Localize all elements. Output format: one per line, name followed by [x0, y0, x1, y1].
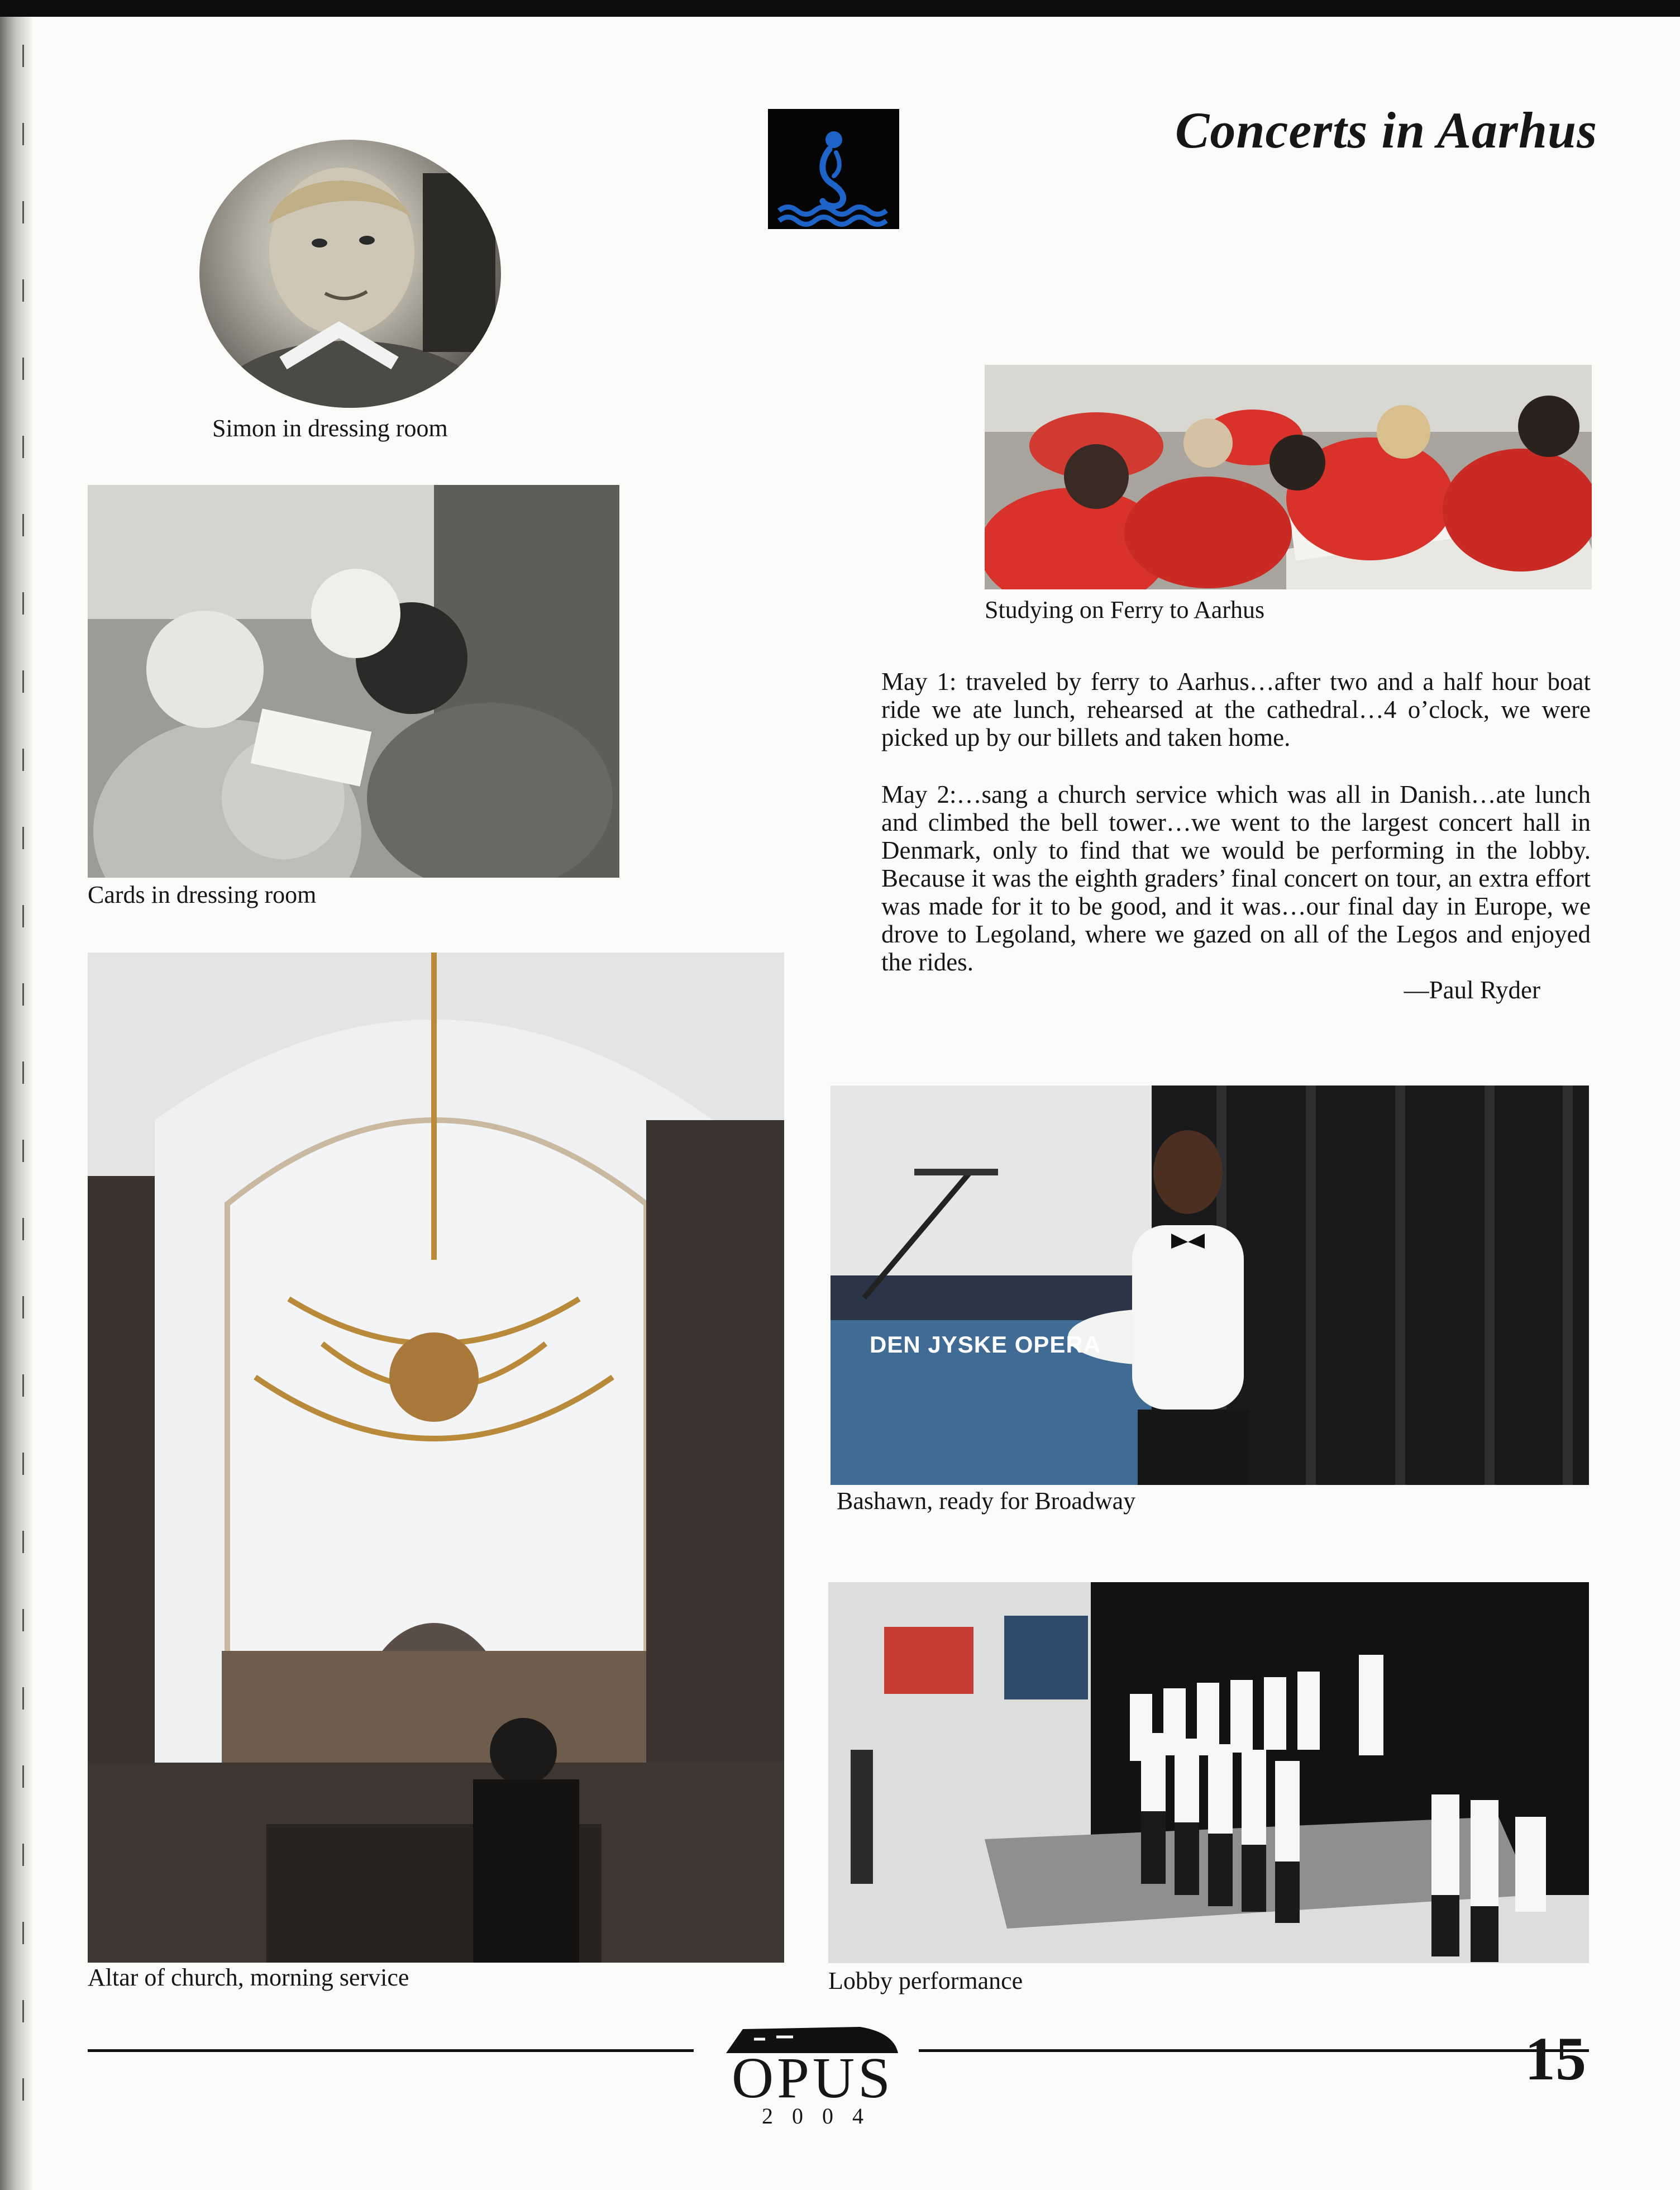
publication-name: OPUS: [732, 2046, 894, 2110]
caption-altar: Altar of church, morning service: [88, 1964, 409, 1991]
publication-year: 2004: [762, 2103, 882, 2129]
photo-simon: [199, 140, 501, 408]
scan-top-edge: [0, 0, 1680, 17]
photo-ferry: [985, 365, 1592, 589]
caption-bashawn: Bashawn, ready for Broadway: [837, 1487, 1136, 1515]
caption-lobby: Lobby performance: [828, 1967, 1023, 1994]
caption-ferry: Studying on Ferry to Aarhus: [985, 596, 1265, 623]
photo-bashawn: [831, 1086, 1589, 1485]
caption-cards: Cards in dressing room: [88, 881, 317, 908]
page-number: 15: [1525, 2025, 1586, 2093]
photo-altar: [88, 953, 784, 1963]
opus-logo: [720, 2022, 905, 2127]
article-body: [881, 668, 1591, 1004]
photo-lobby: [828, 1582, 1589, 1963]
opera-sign: DEN JYSKE OPERA: [870, 1331, 1101, 1358]
binding-gutter: [0, 17, 34, 2190]
mermaid-logo: [768, 109, 899, 229]
article-signature: —Paul Ryder: [1404, 976, 1540, 1004]
footer-rule-right: [919, 2049, 1589, 2052]
page-title: Concerts in Aarhus: [1175, 102, 1597, 159]
footer-rule-left: [88, 2049, 694, 2052]
article-paragraph-1: May 1: traveled by ferry to Aarhus…after two and a half hour boat ride we ate lunch, rehearsed at the cathedral…4 o’clock, we were picked up by our billets and taken home.: [881, 668, 1591, 751]
photo-cards: [88, 485, 619, 878]
mermaid-icon: [768, 109, 899, 229]
caption-simon: Simon in dressing room: [212, 415, 448, 442]
article-paragraph-2: May 2:…sang a church service which was all in Danish…ate lunch and climbed the bell tower…we went to the largest concert hall in Denmark, only to find that we would be performing in the lobby. Because it was the eighth graders’ final concert on tour, an extra effort was made for it to be good, and it was…our final day in Europe, we drove to Legoland, where we gazed on all of the Legos and enjoyed the rides.: [881, 780, 1591, 976]
binding-stitch: [22, 45, 24, 2112]
